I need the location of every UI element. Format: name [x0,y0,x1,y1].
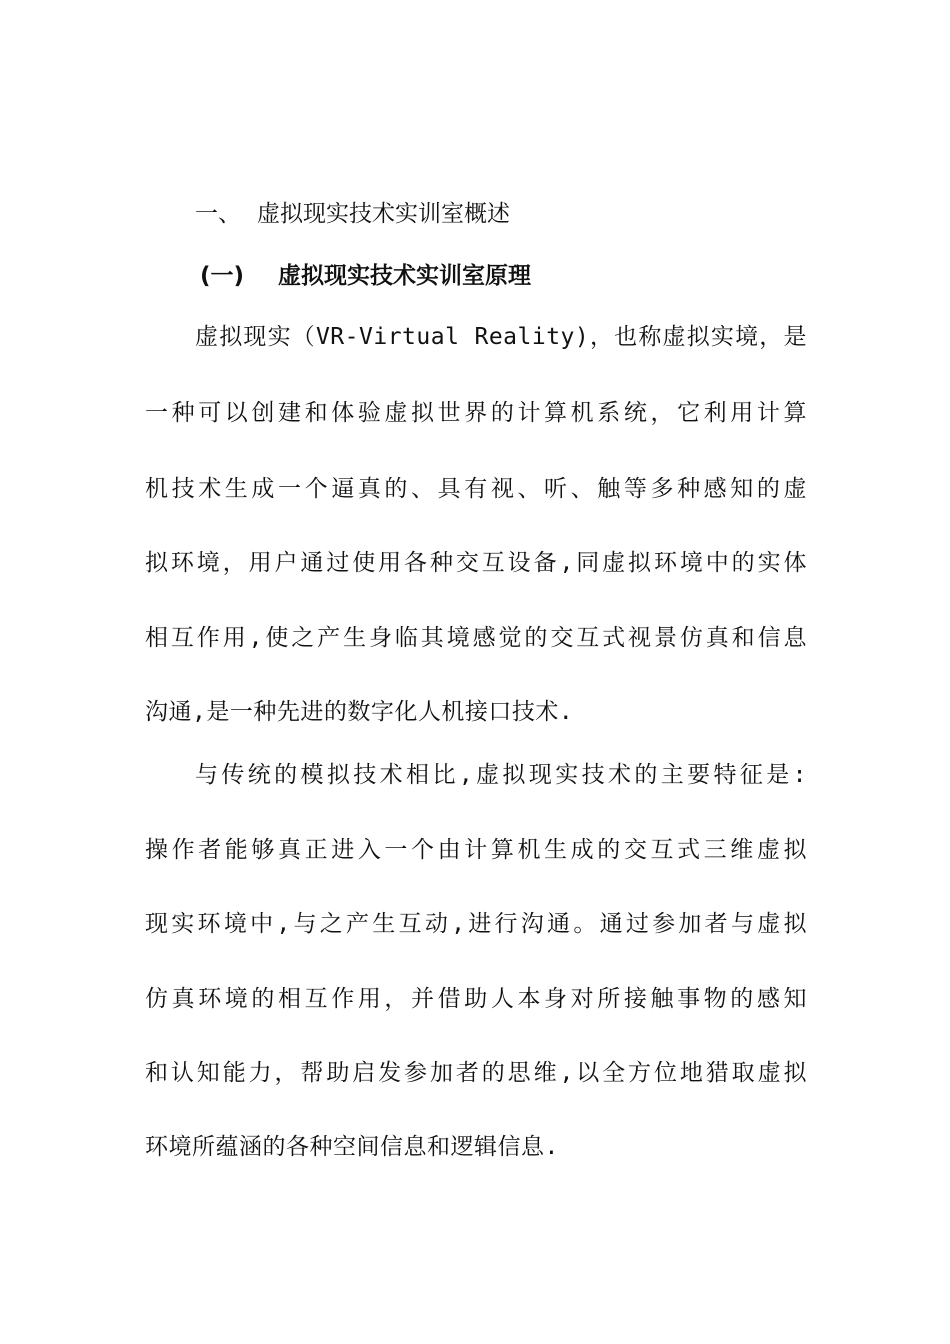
paragraph-1-line-2: 一种可以创建和体验虚拟世界的计算机系统，它利用计算 [145,400,807,426]
paragraph-2-line-3: 现实环境中,与之产生互动,进行沟通。通过参加者与虚拟 [145,911,807,937]
paragraph-2-line-5: 和认知能力，帮助启发参加者的思维,以全方位地猎取虚拟 [145,1060,807,1086]
section-number: 一、 [195,201,241,227]
subsection-title: 虚拟现实技术实训室原理 [278,263,531,289]
paragraph-1-line-3: 机技术生成一个逼真的、具有视、听、触等多种感知的虚 [145,476,807,502]
paragraph-1-line-4: 拟环境，用户通过使用各种交互设备,同虚拟环境中的实体 [145,550,807,576]
paragraph-1-line-5: 相互作用,使之产生身临其境感觉的交互式视景仿真和信息 [145,625,807,651]
section-title: 虚拟现实技术实训室概述 [257,201,510,227]
paragraph-2-line-2: 操作者能够真正进入一个由计算机生成的交互式三维虚拟 [145,837,807,863]
paragraph-2-line-4: 仿真环境的相互作用，并借助人本身对所接触事物的感知 [145,986,807,1012]
subsection-heading [200,258,531,294]
paragraph-2-line-1: 与传统的模拟技术相比,虚拟现实技术的主要特征是: [195,762,807,788]
section-heading [195,196,510,232]
paragraph-2-line-6: 环境所蕴涵的各种空间信息和逻辑信息. [145,1134,559,1160]
paragraph-1-line-1: 虚拟现实（VR-Virtual Reality)，也称虚拟实境，是 [195,324,807,350]
subsection-number: (一) [200,263,245,289]
paragraph-1-line-6: 沟通,是一种先进的数字化人机接口技术. [145,699,574,725]
